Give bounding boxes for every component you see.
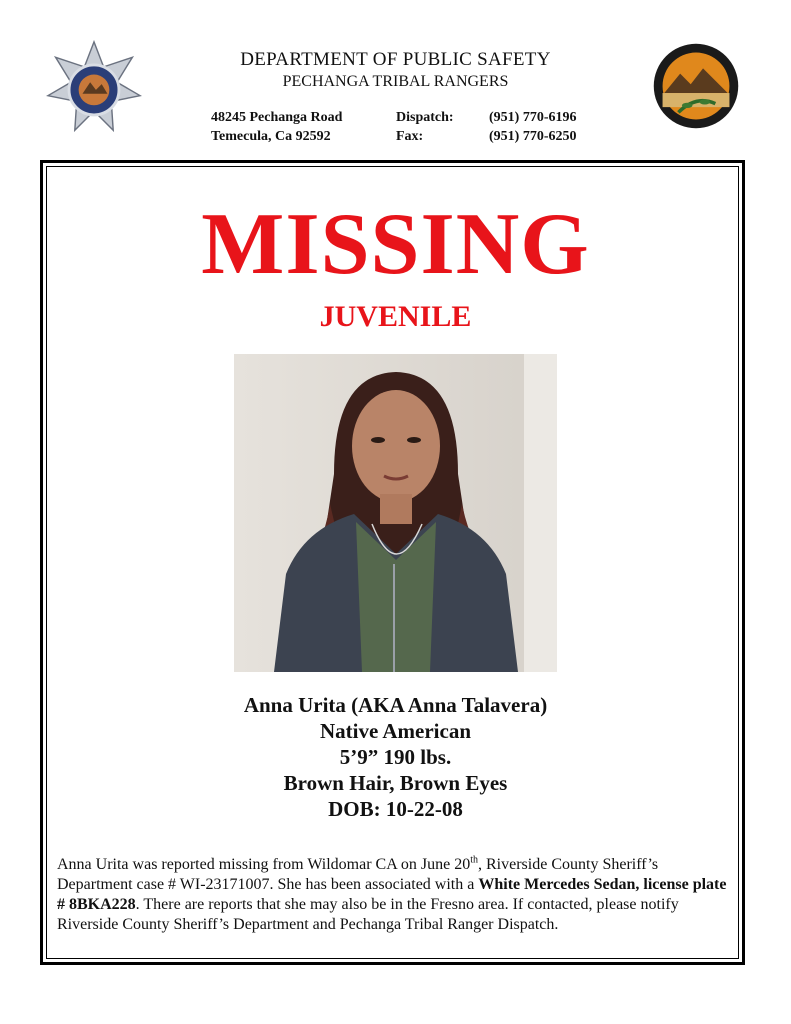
vehicle-info: White Mercedes Sedan, license plate # 8BKA228 — [57, 876, 727, 913]
person-ethnicity: Native American — [319, 719, 472, 743]
address-city: Temecula, Ca 92592 — [211, 129, 331, 144]
address-street: 48245 Pechanga Road — [211, 110, 343, 125]
dispatch-label: Dispatch: — [396, 110, 454, 125]
dispatch-phone: (951) 770-6196 — [489, 110, 577, 125]
address-block — [211, 108, 342, 146]
missing-headline: MISSING — [201, 196, 590, 293]
contact-labels — [396, 108, 454, 146]
person-photo — [234, 354, 557, 672]
contact-numbers — [489, 108, 577, 146]
juvenile-subheadline: JUVENILE — [319, 300, 472, 333]
fax-label: Fax: — [396, 129, 424, 144]
narrative-part2: , Riverside County Sheriff’s Department case # WI-23171007. She has been associated with a — [57, 856, 659, 893]
person-name: Anna Urita (AKA Anna Talavera) — [243, 693, 548, 717]
narrative-superscript: th — [470, 854, 478, 866]
person-hair-eyes: Brown Hair, Brown Eyes — [283, 771, 508, 795]
narrative-part1: Anna Urita was reported missing from Wildomar CA on June 20 — [57, 856, 471, 873]
department-title: DEPARTMENT OF PUBLIC SAFETY — [240, 49, 551, 70]
person-height-weight: 5’9” 190 lbs. — [339, 745, 452, 769]
department-subtitle: PECHANGA TRIBAL RANGERS — [282, 73, 509, 90]
narrative-part3: . There are reports that she may also be in the Fresno area. If contacted, please notify Riverside County Sheriff’s Department and Pechanga Tribal Ranger Dispatch. — [57, 896, 679, 933]
fax-phone: (951) 770-6250 — [489, 129, 577, 144]
person-details — [0, 692, 791, 822]
person-dob: DOB: 10-22-08 — [328, 797, 463, 821]
incident-narrative — [57, 855, 737, 935]
